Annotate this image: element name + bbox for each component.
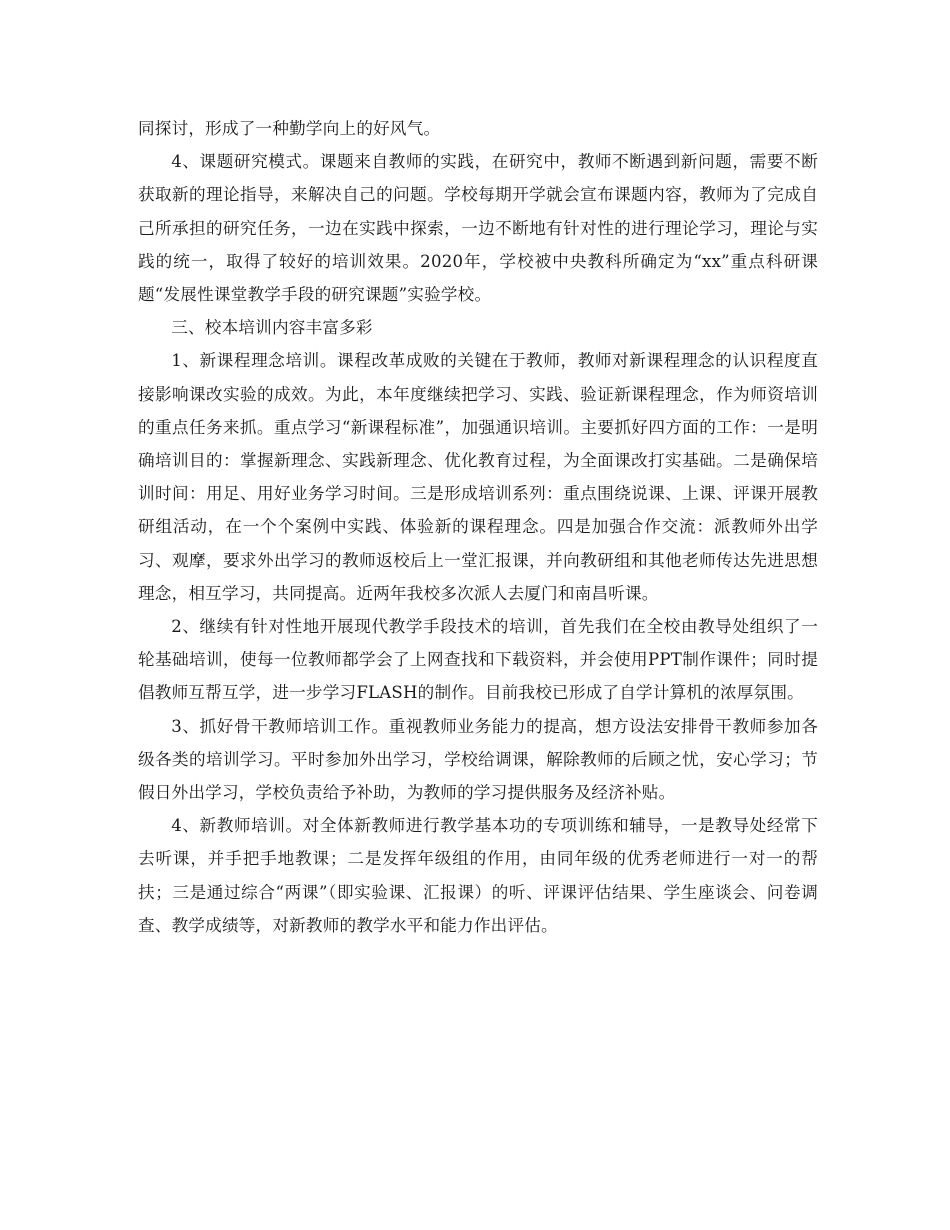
paragraph-key-teacher-training: 3、抓好骨干教师培训工作。重视教师业务能力的提高，想方设法安排骨干教师参加各级各类的培训学习。平时参加外出学习，学校给调课，解除教师的后顾之忧，安心学习；节假日外出学习，学校负责给予补助，为教师的学习提供服务及经济补贴。 [138, 716, 818, 803]
paragraph-new-curriculum-training: 1、新课程理念培训。课程改革成败的关键在于教师，教师对新课程理念的认识程度直接影响课改实验的成效。为此，本年度继续把学习、实践、验证新课程理念，作为师资培训的重点任务来抓。重点学习“新课程标准”，加强通识培训。主要抓好四方面的工作：一是明确培训目的：掌握新理念、实践新理念、优化教育过程，为全面课改打实基础。二是确保培训时间：用足、用好业务学习时间。三是形成培训系列：重点围绕说课、上课、评课开展教研组活动，在一个个案例中实践、体验新的课程理念。四是加强合作交流：派教师外出学习、观摩，要求外出学习的教师返校后上一堂汇报课，并向教研组和其他老师传达先进思想理念，相互学习，共同提高。近两年我校多次派人去厦门和南昌听课。 [138, 351, 818, 603]
paragraph-modern-teaching-tools: 2、继续有针对性地开展现代教学手段技术的培训，首先我们在全校由教导处组织了一轮基础培训，使每一位教师都学会了上网查找和下载资料，并会使用PPT制作课件；同时提倡教师互帮互学，进一步学习FLASH的制作。目前我校已形成了自学计算机的浓厚氛围。 [138, 617, 818, 703]
paragraph-research-mode: 4、课题研究模式。课题来自教师的实践，在研究中，教师不断遇到新问题，需要不断获取新的理论指导，来解决自己的问题。学校每期开学就会宣布课题内容，教师为了完成自己所承担的研究任务，一边在实践中探索，一边不断地有针对性的进行理论学习，理论与实践的统一，取得了较好的培训效果。2020年，学校被中央教科所确定为“xx”重点科研课题“发展性课堂教学手段的研究课题”实验学校。 [138, 152, 818, 305]
section-heading-training-content: 三、校本培训内容丰富多彩 [171, 318, 373, 338]
document-page [138, 112, 818, 942]
paragraph-new-teacher-training: 4、新教师培训。对全体新教师进行教学基本功的专项训练和辅导，一是教导处经常下去听课，并手把手地教课；二是发挥年级组的作用，由同年级的优秀老师进行一对一的帮扶；三是通过综合“两课”（即实验课、汇报课）的听、评课评估结果、学生座谈会、问卷调查、教学成绩等，对新教师的教学水平和能力作出评估。 [138, 816, 818, 935]
paragraph-continuation: 同探讨，形成了一种勤学向上的好风气。 [138, 119, 441, 138]
